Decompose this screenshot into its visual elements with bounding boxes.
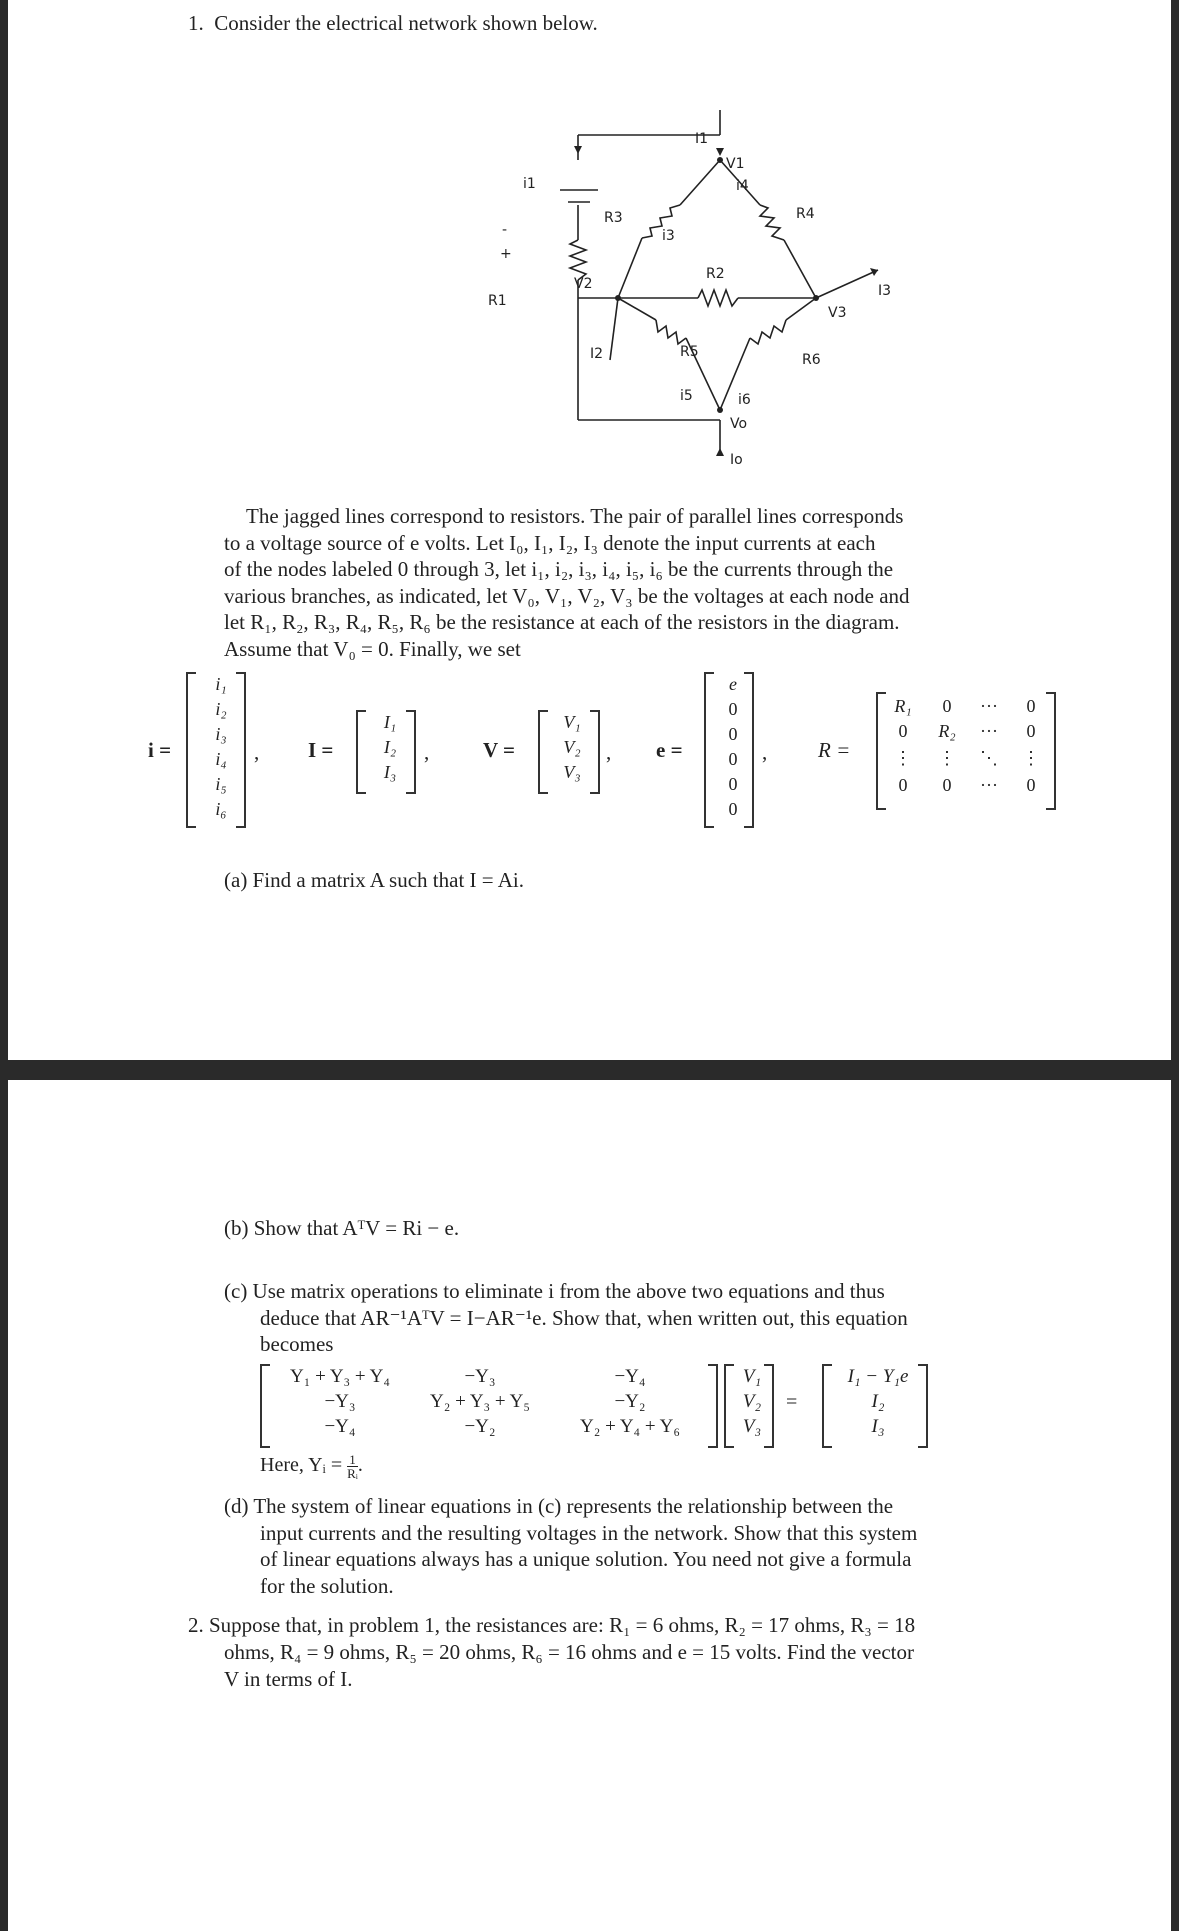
- comma: ,: [424, 740, 430, 764]
- e-entry: e: [729, 674, 737, 694]
- label-Io: Io: [730, 452, 743, 468]
- R-entry: 0: [1026, 696, 1036, 716]
- V-bracket-left: [538, 710, 548, 794]
- i-entry: i₂: [215, 699, 227, 719]
- frac-numerator: 1: [347, 1453, 358, 1467]
- R-entry: 0: [898, 721, 908, 741]
- sys-entry: −Y₃: [464, 1366, 496, 1387]
- part-c: (c) Use matrix operations to eliminate i from the above two equations and thus deduce that AR⁻¹AᵀV = I−AR⁻¹e. Show that, when written out, this equation becomes: [224, 1279, 908, 1356]
- sys-entry: Y₂ + Y₄ + Y₆: [579, 1416, 681, 1437]
- R-label: R =: [818, 738, 851, 762]
- label-minus: -: [502, 222, 508, 238]
- V-entry: V₃: [563, 762, 581, 782]
- sys-entry: −Y₄: [614, 1366, 646, 1387]
- label-i3: i3: [662, 228, 675, 244]
- comma: ,: [606, 740, 612, 764]
- R-entry: 0: [1026, 775, 1036, 795]
- label-R5: R5: [680, 344, 699, 360]
- V-bracket-right: [590, 710, 600, 794]
- V-entry: V₂: [563, 737, 581, 757]
- label-I2: I2: [590, 346, 604, 362]
- problem-1-intro: 1. Consider the electrical network shown below.: [188, 11, 598, 35]
- label-I3: I3: [878, 283, 892, 299]
- system-bracket-right: [708, 1364, 718, 1448]
- part-a: (a) Find a matrix A such that I = Ai.: [224, 868, 524, 892]
- sys-entry: −Y₃: [324, 1391, 356, 1412]
- I-bracket-left: [356, 710, 366, 794]
- R-entry: ···: [980, 775, 998, 795]
- comma: ,: [254, 740, 260, 764]
- label-i1: i1: [523, 176, 536, 192]
- label-I1: I1: [695, 131, 709, 147]
- equals-sign: =: [786, 1391, 798, 1413]
- R-entry: 0: [942, 775, 952, 795]
- sys-entry: Y₁ + Y₃ + Y₄: [289, 1366, 391, 1387]
- label-R2: R2: [706, 266, 725, 282]
- description-paragraph: The jagged lines correspond to resistors. The pair of parallel lines corresponds to a voltage source of e volts. Let I₀, I₁, I₂, I₃ denote the input currents at each of the nodes labeled 0 through 3, let i₁, i₂, i₃, i₄, i₅, i₆ be the currents through the various branches, as indicated, let V₀, V₁, V₂, V₃ be the voltages at each node and let R₁, R₂, R₃, R₄, R₅, R₆ be the resistance at each of the resistors in the diagram. Assume that V₀ = 0. Finally, we set: [224, 504, 910, 661]
- v-entry: V₂: [742, 1391, 762, 1412]
- e-entry: 0: [728, 724, 738, 744]
- label-V2: V2: [574, 276, 593, 292]
- R-entry: R₂: [938, 721, 956, 741]
- i-entry: i₃: [215, 724, 227, 744]
- R-entry: ⋱: [980, 748, 998, 768]
- label-plus: +: [500, 246, 512, 262]
- R-entry: ⋮: [894, 748, 912, 768]
- circuit-diagram: [448, 110, 898, 470]
- part-b: (b) Show that AᵀV = Ri − e.: [224, 1216, 460, 1240]
- i-entry: i₅: [215, 774, 227, 794]
- e-entry: 0: [728, 799, 738, 819]
- e-entry: 0: [728, 774, 738, 794]
- label-i6: i6: [738, 392, 751, 408]
- label-i5: i5: [680, 388, 693, 404]
- I-entry: I₃: [383, 762, 397, 782]
- i-bracket-left: [186, 672, 196, 828]
- sys-entry: −Y₄: [324, 1416, 356, 1437]
- here-note: Here, Yᵢ = $\frac{1}{\text{Rᵢ}}$ .: [260, 1452, 363, 1481]
- part-d: (d) The system of linear equations in (c) represents the relationship between the input currents and the resulting voltages in the network. Show that this system of linear equations always has a unique solution. You need not give a formula for the solution.: [224, 1494, 918, 1598]
- comma: ,: [762, 740, 768, 764]
- system-bracket-left: [260, 1364, 270, 1448]
- R-entry: 0: [1026, 721, 1036, 741]
- R-entry: ···: [980, 696, 998, 716]
- label-i4: i4: [736, 178, 749, 194]
- I-label: I =: [308, 738, 334, 762]
- i-entry: i₄: [215, 749, 227, 769]
- R-entry: R₁: [894, 696, 912, 716]
- frac-denominator: Rᵢ: [347, 1466, 358, 1481]
- rhs-entry: I₁ − Y₁e: [847, 1366, 909, 1387]
- i-entry: i₁: [215, 674, 227, 694]
- V-entry: V₁: [563, 712, 581, 732]
- problem-2: 2. Suppose that, in problem 1, the resistances are: R₁ = 6 ohms, R₂ = 17 ohms, R₃ = 18 ohms, R₄ = 9 ohms, R₅ = 20 ohms, R₆ = 16 ohms and e = 15 volts. Find the vector V in terms of I.: [188, 1613, 916, 1691]
- sys-entry: −Y₂: [614, 1391, 646, 1412]
- rhs-entry: I₃: [871, 1416, 885, 1437]
- i-label: i =: [148, 738, 172, 762]
- R-entry: 0: [942, 696, 952, 716]
- v-entry: V₃: [742, 1416, 762, 1437]
- label-R1: R1: [488, 293, 507, 309]
- V-label: V =: [483, 738, 516, 762]
- label-Vo: Vo: [730, 416, 748, 432]
- label-V1: V1: [726, 156, 745, 172]
- page-2: [8, 1080, 1171, 1931]
- I-entry: I₂: [383, 737, 397, 757]
- R-entry: ⋮: [938, 748, 956, 768]
- i-entry: i₆: [215, 799, 227, 819]
- e-bracket-left: [704, 672, 714, 828]
- R-entry: ···: [980, 721, 998, 741]
- e-label: e =: [656, 738, 683, 762]
- label-R6: R6: [802, 352, 821, 368]
- label-R4: R4: [796, 206, 815, 222]
- I-bracket-right: [406, 710, 416, 794]
- sys-entry: −Y₂: [464, 1416, 496, 1437]
- label-V3: V3: [828, 305, 847, 321]
- rhs-entry: I₂: [871, 1391, 885, 1412]
- I-entry: I₁: [383, 712, 397, 732]
- page-1: [8, 0, 1171, 1060]
- e-entry: 0: [728, 749, 738, 769]
- e-entry: 0: [728, 699, 738, 719]
- R-entry: ⋮: [1022, 748, 1040, 768]
- R-entry: 0: [898, 775, 908, 795]
- v-entry: V₁: [742, 1366, 762, 1387]
- R-bracket-left: [876, 692, 886, 810]
- sys-entry: Y₂ + Y₃ + Y₅: [429, 1391, 531, 1412]
- label-R3: R3: [604, 210, 623, 226]
